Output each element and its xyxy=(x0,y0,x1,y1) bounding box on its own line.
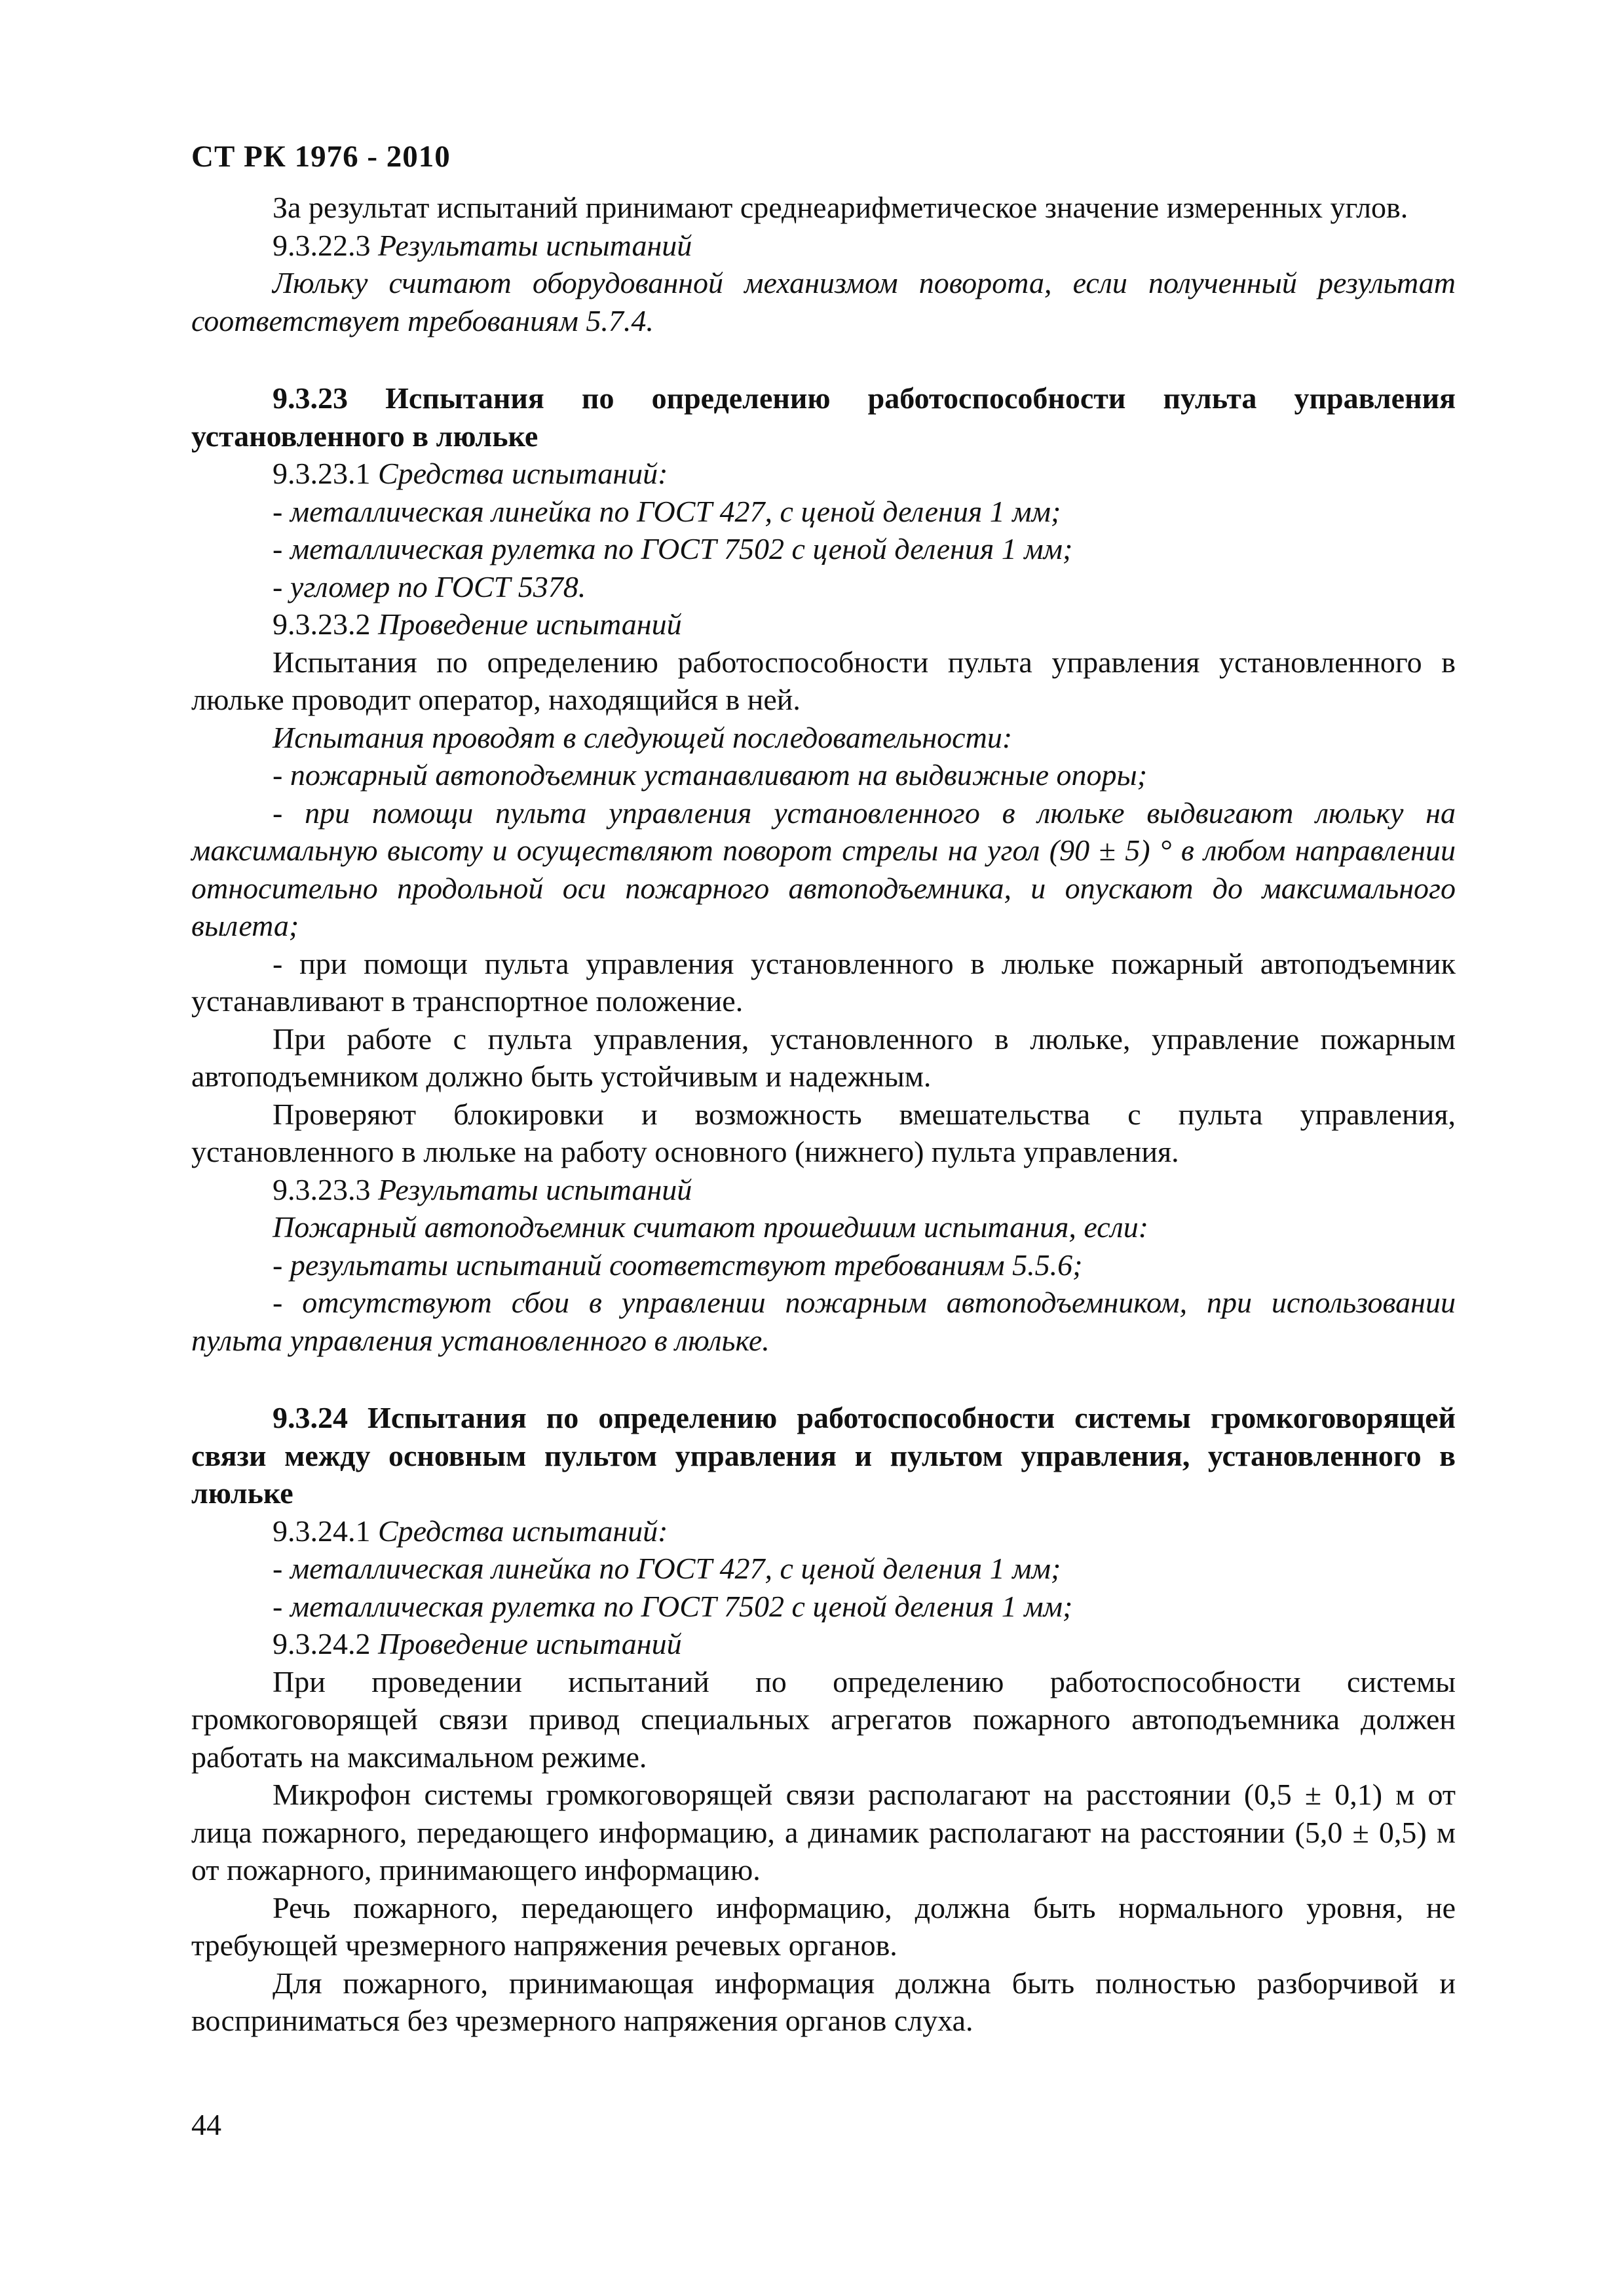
paragraph-text: Испытания проводят в следующей последовательности: xyxy=(273,720,1013,754)
paragraph xyxy=(191,1889,1456,1964)
paragraph-text: Проведение испытаний xyxy=(370,607,682,641)
paragraph-text: Проведение испытаний xyxy=(370,1627,682,1660)
paragraph xyxy=(191,264,1456,339)
paragraph-text: 9.3.24 Испытания по определению работоспособности системы громкоговорящей связи между основным пультом управления и пультом управления, установленного в люльке xyxy=(191,1401,1456,1510)
paragraph xyxy=(191,1246,1456,1284)
paragraph xyxy=(191,1964,1456,2040)
paragraph-text: - угломер по ГОСТ 5378. xyxy=(273,569,586,603)
page-number: 44 xyxy=(191,2108,221,2141)
paragraph xyxy=(191,1284,1456,1359)
paragraph xyxy=(191,1776,1456,1889)
paragraph-text: За результат испытаний принимают среднеарифметическое значение измеренных углов. xyxy=(273,191,1408,224)
subsection-number: 9.3.22.3 xyxy=(273,228,371,262)
subsection-number: 9.3.23.3 xyxy=(273,1172,371,1206)
subsection-number: 9.3.24.1 xyxy=(273,1514,371,1548)
paragraph xyxy=(191,1512,1456,1550)
paragraph-text: При проведении испытаний по определению работоспособности системы громкоговорящей связи привод специальных агрегатов пожарного автоподъемника должен работать на максимальном режиме. xyxy=(191,1664,1456,1774)
paragraph-text: Испытания по определению работоспособности пульта управления установленного в люльке проводит оператор, находящийся в ней. xyxy=(191,645,1456,716)
paragraph-text: Речь пожарного, передающего информацию, должна быть нормального уровня, не требующей чрезмерного напряжения речевых органов. xyxy=(191,1890,1456,1962)
paragraph-text: Люльку считают оборудованной механизмом поворота, если полученный результат соответствует требованиям 5.7.4. xyxy=(191,266,1456,337)
paragraph xyxy=(191,1208,1456,1246)
paragraph-text: Результаты испытаний xyxy=(370,1172,692,1206)
paragraph xyxy=(191,945,1456,1020)
subsection-number: 9.3.24.2 xyxy=(273,1627,371,1660)
paragraph-text: Результаты испытаний xyxy=(370,228,692,262)
subsection-number: 9.3.23.2 xyxy=(273,607,371,641)
paragraph xyxy=(191,1096,1456,1171)
paragraph xyxy=(191,1550,1456,1588)
document-body xyxy=(191,189,1456,2040)
section-heading xyxy=(191,1399,1456,1512)
paragraph-text: - металлическая линейка по ГОСТ 427, с ценой деления 1 мм; xyxy=(273,494,1061,528)
paragraph xyxy=(191,1588,1456,1626)
document-header: СТ РК 1976 - 2010 xyxy=(191,140,451,174)
paragraph-text: Средства испытаний: xyxy=(370,457,668,490)
paragraph xyxy=(191,530,1456,568)
paragraph xyxy=(191,1625,1456,1663)
paragraph-text: - отсутствуют сбои в управлении пожарным автоподъемником, при использовании пульта управления установленного в люльке. xyxy=(191,1286,1456,1357)
paragraph xyxy=(191,719,1456,757)
paragraph-text: Микрофон системы громкоговорящей связи располагают на расстоянии (0,5 ± 0,1) м от лица пожарного, передающего информацию, а динамик располагают на расстоянии (5,0 ± 0,5) м от пожарного, принимающего информацию. xyxy=(191,1778,1456,1886)
paragraph-text: - металлическая линейка по ГОСТ 427, с ценой деления 1 мм; xyxy=(273,1552,1061,1585)
paragraph-text: Проверяют блокировки и возможность вмешательства с пульта управления, установленного в люльке на работу основного (нижнего) пульта управления. xyxy=(191,1097,1456,1168)
paragraph xyxy=(191,643,1456,719)
paragraph xyxy=(191,568,1456,606)
paragraph xyxy=(191,455,1456,493)
paragraph-text: - при помощи пульта управления установленного в люльке пожарный автоподъемник устанавливают в транспортное положение. xyxy=(191,946,1456,1018)
paragraph xyxy=(191,493,1456,531)
paragraph xyxy=(191,227,1456,265)
paragraph xyxy=(191,1663,1456,1776)
paragraph-text: - металлическая рулетка по ГОСТ 7502 с ценой деления 1 мм; xyxy=(273,532,1073,565)
subsection-number: 9.3.23.1 xyxy=(273,457,371,490)
paragraph-text: Для пожарного, принимающая информация должна быть полностью разборчивой и восприниматься без чрезмерного напряжения органов слуха. xyxy=(191,1966,1456,2037)
paragraph-text: - результаты испытаний соответствуют требованиям 5.5.6; xyxy=(273,1248,1083,1282)
paragraph xyxy=(191,794,1456,945)
paragraph xyxy=(191,756,1456,794)
section-gap xyxy=(191,339,1456,379)
paragraph xyxy=(191,1020,1456,1096)
paragraph xyxy=(191,605,1456,643)
section-heading xyxy=(191,379,1456,455)
paragraph-text: При работе с пульта управления, установленного в люльке, управление пожарным автоподъемником должно быть устойчивым и надежным. xyxy=(191,1022,1456,1093)
paragraph-text: - при помощи пульта управления установленного в люльке выдвигают люльку на максимальную высоту и осуществляют поворот стрелы на угол (90 ± 5) ° в любом направлении относительно продольной оси пожарного автоподъемника, и опускают до максимального вылета; xyxy=(191,795,1456,942)
paragraph-text: Пожарный автоподъемник считают прошедшим испытания, если: xyxy=(273,1210,1149,1244)
paragraph-text: Средства испытаний: xyxy=(370,1514,668,1548)
paragraph-text: 9.3.23 Испытания по определению работоспособности пульта управления установленного в люльке xyxy=(191,381,1456,453)
paragraph xyxy=(191,1171,1456,1209)
paragraph xyxy=(191,189,1456,227)
paragraph-text: - пожарный автоподъемник устанавливают на выдвижные опоры; xyxy=(273,758,1148,792)
paragraph-text: - металлическая рулетка по ГОСТ 7502 с ценой деления 1 мм; xyxy=(273,1589,1073,1623)
section-gap xyxy=(191,1359,1456,1399)
